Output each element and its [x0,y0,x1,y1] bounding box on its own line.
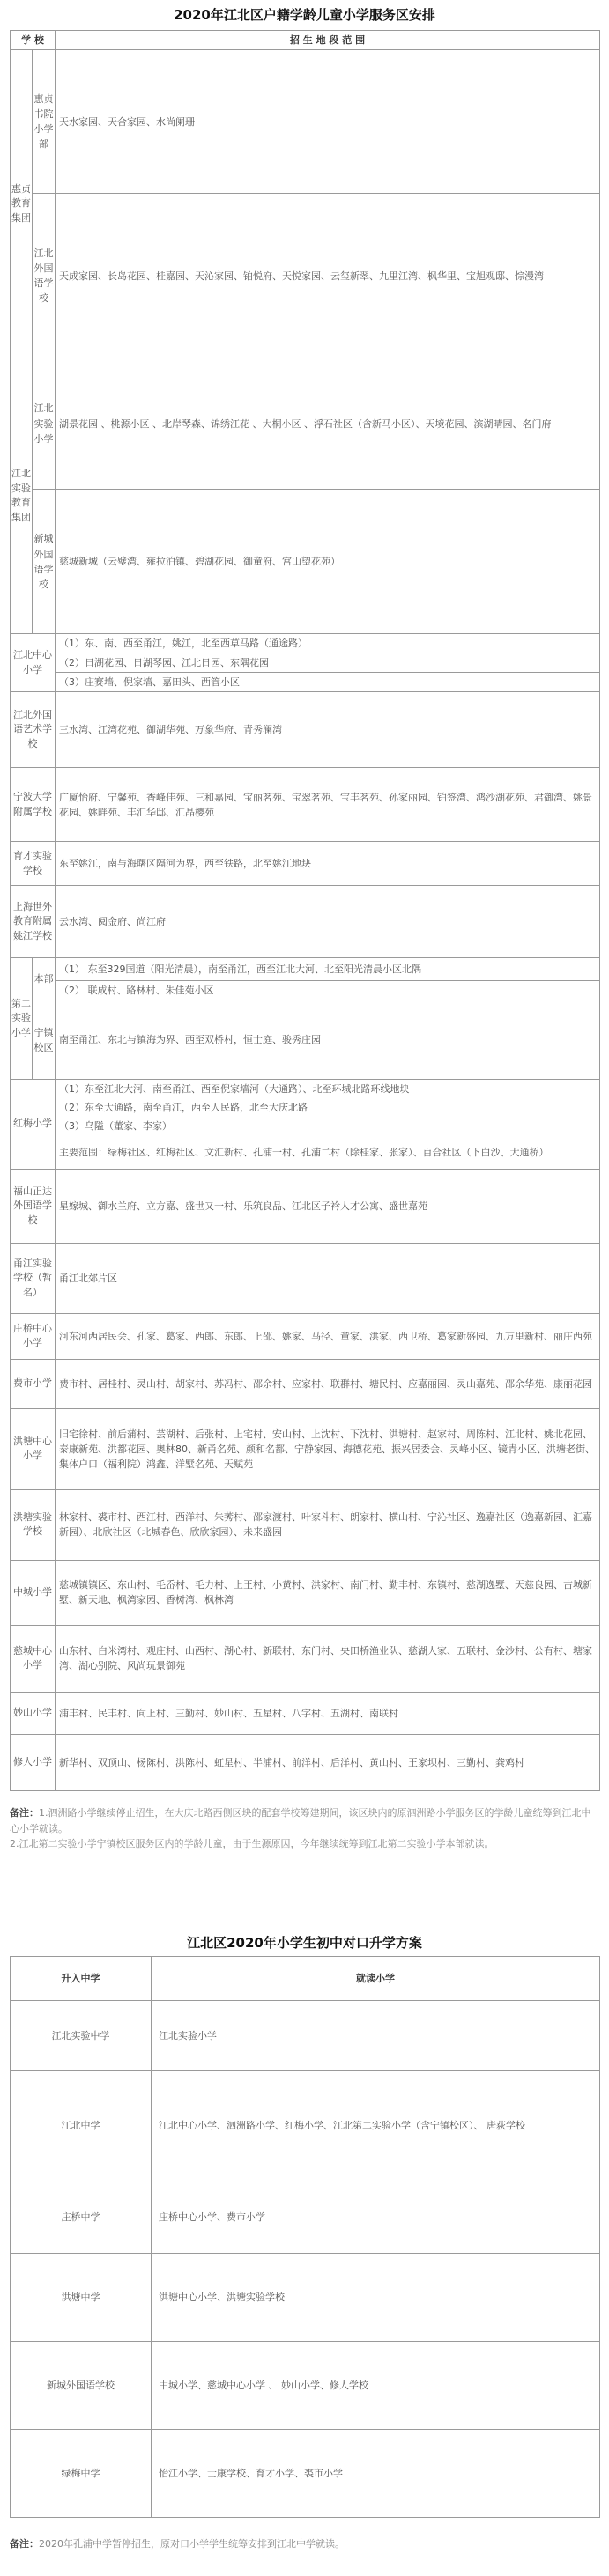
header-primary: 就读小学 [152,1957,600,2001]
school-scope: （1）东、南、西至甬江，姚江，北至西草马路（通途路） [56,634,600,653]
table-row [11,194,600,358]
school-scope: （2） 联成村、路林村、朱佳苑小区 [56,981,600,1000]
middle-school: 绿梅中学 [11,2430,152,2518]
school-name: 甬江实验学校（暂名） [11,1243,56,1313]
school-scope: （3）庄赛墙、倪家墙、嘉田头、西管小区 [56,673,600,692]
table-row [11,1489,600,1560]
table-row [11,2430,600,2518]
middle-school: 江北中学 [11,2071,152,2181]
table-header-row [11,31,600,50]
table-row [11,2181,600,2254]
school-name: 江北外国语学校 [33,194,56,358]
table-row [11,958,600,981]
school-name: 庄桥中心小学 [11,1313,56,1359]
primary-schools: 庄桥中心小学、费市小学 [152,2181,600,2254]
header-middle: 升入中学 [11,1957,152,2001]
table-row [11,358,600,490]
table-row [11,768,600,842]
note-text: 2.江北第二实验小学宁镇校区服务区内的学龄儿童，由于生源原因，今年继续统筹到江北第二实验小学本部就读。 [10,1838,494,1850]
school-scope: （1） 东至329国道（阳光清晨），南至甬江，西至江北大河、北至阳光清晨小区北隅 [56,958,600,981]
school-scope: 林家村、裘市村、西江村、西洋村、朱莠村、邵家渡村、叶家斗村、朗家村、横山村、宁沁社区、逸嘉社区（逸嘉新园、汇嘉新园）、北欣社区（北城春色、欣欣家园）、未来盛园 [56,1489,600,1560]
table-row [11,1169,600,1243]
school-name: 妙山小学 [11,1692,56,1734]
school-scope: 慈城镇镇区、东山村、毛岙村、毛力村、上王村、小黄村、洪家村、南门村、勤丰村、东镇村、慈湖逸墅、天慈良园、古城新墅、新天地、枫湾家园、香树湾、枫林湾 [56,1560,600,1625]
school-name: 江北外国语艺术学校 [11,692,56,768]
table-row [11,1243,600,1313]
school-scope: 旧宅徐村、前后蒲村、芸湖村、后张村、上宅村、安山村、上沈村、下沈村、洪塘村、赵家村、周陈村、江北村、姚北花园、泰康新苑、洪都花园、奥林80、新甬名苑、颜和名都、宁静家园、海德花苑、振兴居委会、灵峰小区、镜青小区、洪塘老街、集体户口（福利院）鸿鑫、洋墅名苑、天赋苑 [56,1408,600,1489]
note-text: 1.泗洲路小学继续停止招生，在大庆北路西侧区块的配套学校筹建期间，该区块内的原泗洲路小学服务区的学龄儿童统筹到江北中心小学就读。 [10,1807,591,1834]
group-name-huizhen: 惠贞教育集团 [11,50,33,358]
school-scope: （3）乌隘（董家、李家） [56,1117,600,1135]
table2-title: 江北区2020年小学生初中对口升学方案 [187,1935,422,1951]
group-name-dier: 第二实验小学 [11,958,33,1080]
school-name: 江北中心小学 [11,634,56,692]
table-row [11,490,600,634]
school-scope: （2）日湖花园、日湖琴园、江北日园、东隅花园 [56,653,600,673]
middle-school: 庄桥中学 [11,2181,152,2254]
note-block-1 [10,1805,599,1852]
table-row [11,2254,600,2342]
group-name-shiyan: 江北实验教育集团 [11,358,33,634]
table-row [11,1000,600,1080]
school-scope: 甬江北郊片区 [56,1243,600,1313]
school-scope: 慈城新城（云璧湾、雍拉泊镇、碧湖花园、御童府、宫山望花苑） [56,490,600,634]
school-name: 新城外国语学校 [33,490,56,634]
table-header-row [11,1957,600,2001]
primary-schools: 洪塘中心小学、洪塘实验学校 [152,2254,600,2342]
table-row [11,1080,600,1099]
primary-schools: 中城小学、慈城中心小学 、 妙山小学、修人学校 [152,2342,600,2430]
school-name: 宁波大学附属学校 [11,768,56,842]
primary-schools: 江北实验小学 [152,2001,600,2071]
school-name: 上海世外教育附属姚江学校 [11,886,56,958]
table-row [11,1560,600,1625]
table-row [11,2001,600,2071]
school-name: 洪塘中心小学 [11,1408,56,1489]
school-name: 宁镇校区 [33,1000,56,1080]
table-row [11,634,600,653]
school-scope: 主要范围：绿梅社区、红梅社区、文汇新村、孔浦一村、孔浦二村（除桂家、张家）、百合社区（下白沙、大通桥） [56,1135,600,1169]
school-name: 费市小学 [11,1359,56,1408]
table-row [11,1692,600,1734]
table-row [11,1734,600,1790]
school-scope: 河东河西居民会、孔家、葛家、西郎、东郎、上邵、姚家、马径、童家、洪家、西卫桥、葛家新盛园、九万里新村、丽庄西苑 [56,1313,600,1359]
table-row [11,692,600,768]
school-name: 洪塘实验学校 [11,1489,56,1560]
school-name: 修人小学 [11,1734,56,1790]
school-scope: 云水湾、阅金府、尚江府 [56,886,600,958]
note-label: 备注： [10,2538,39,2550]
table-row [11,50,600,194]
note-label: 备注： [10,1807,39,1819]
table-row [11,673,600,692]
school-scope: 山东村、白米湾村、观庄村、山西村、湖心村、新联村、东门村、央田桥渔业队、慈湖人家、五联村、金沙村、公有村、塘家湾、湖心别院、风尚玩景御苑 [56,1625,600,1692]
table-row [11,653,600,673]
table-row [11,1625,600,1692]
middle-school: 新城外国语学校 [11,2342,152,2430]
table-row [11,981,600,1000]
school-scope: 南至甬江、东北与镇海为界、西至双桥村，恒士庭、骏秀庄园 [56,1000,600,1080]
table-row [11,886,600,958]
note-text: 2020年孔浦中学暂停招生，原对口小学学生统筹安排到江北中学就读。 [39,2538,345,2550]
school-name: 慈城中心小学 [11,1625,56,1692]
school-name: 本部 [33,958,56,1000]
header-school: 学 校 [11,31,56,50]
school-scope: 天水家园、天合家园、水尚阑珊 [56,50,600,194]
school-name: 福山正达外国语学校 [11,1169,56,1243]
middle-school: 洪塘中学 [11,2254,152,2342]
school-scope: 浦丰村、民丰村、向上村、三勤村、妙山村、五星村、八字村、五湖村、南联村 [56,1692,600,1734]
table-row [11,1117,600,1135]
table-row [11,1098,600,1117]
table-row [11,2342,600,2430]
table-row [11,1408,600,1489]
table-row [11,1135,600,1169]
school-scope: 新华村、双顶山、杨陈村、洪陈村、虹星村、半浦村、前洋村、后洋村、黄山村、王家坝村、三勤村、龚鸡村 [56,1734,600,1790]
table-row [11,2071,600,2181]
service-area-table [10,30,600,1791]
school-scope: （1）东至江北大河、南至甬江、西至倪家墙河（大通路）、北至环城北路环线地块 [56,1080,600,1099]
header-scope: 招 生 地 段 范 围 [56,31,600,50]
school-scope: 湖景花园 、桃源小区 、北岸琴森、锦绣江花 、大桐小区 、浮石社区（含新马小区）、天境花园、滨湖晴园、名门府 [56,358,600,490]
table-row [11,1359,600,1408]
school-name: 江北实验小学 [33,358,56,490]
table-row [11,842,600,886]
school-name: 育才实验学校 [11,842,56,886]
school-scope: 三水湾、江湾花苑、御湖华苑、万象华府、青秀澜湾 [56,692,600,768]
school-scope: 广厦怡府、宁馨苑、香峰佳苑、三和嘉园、宝丽茗苑、宝翠茗苑、宝丰茗苑、孙家丽园、铂签湾、鸿沙湖花苑、君御湾、姚景花园、姚畔苑、丰汇华邸、汇晶樱苑 [56,768,600,842]
school-scope: （2）东至大通路，南至甬江，西至人民路，北至大庆北路 [56,1098,600,1117]
primary-schools: 江北中心小学、泗洲路小学、红梅小学、江北第二实验小学（含宁镇校区）、 唐荻学校 [152,2071,600,2181]
school-name: 中城小学 [11,1560,56,1625]
table1-title: 2020年江北区户籍学龄儿童小学服务区安排 [174,7,435,23]
school-scope: 星嫁城、御水兰府、立方嘉、盛世又一村、乐筑良品、江北区子衿人才公寓、盛世嘉苑 [56,1169,600,1243]
middle-school-table [10,1956,600,2518]
middle-school: 江北实验中学 [11,2001,152,2071]
school-name: 惠贞书院小学部 [33,50,56,194]
school-name: 红梅小学 [11,1080,56,1170]
note-block-2 [10,2536,599,2552]
school-scope: 费市村、居桂村、灵山村、胡家村、苏冯村、邵余村、应家村、联群村、塘民村、应嘉丽园、灵山嘉苑、邵余华苑、康丽花园 [56,1359,600,1408]
school-scope: 东至姚江，南与海曙区隔河为界，西至铁路，北至姚江地块 [56,842,600,886]
school-scope: 天成家园、长岛花园、桂嘉园、天沁家园、铂悦府、天悦家园、云玺新翠、九里江湾、枫华里、宝旭观邸、悰漫湾 [56,194,600,358]
primary-schools: 怡江小学、士康学校、育才小学、裘市小学 [152,2430,600,2518]
table-row [11,1313,600,1359]
